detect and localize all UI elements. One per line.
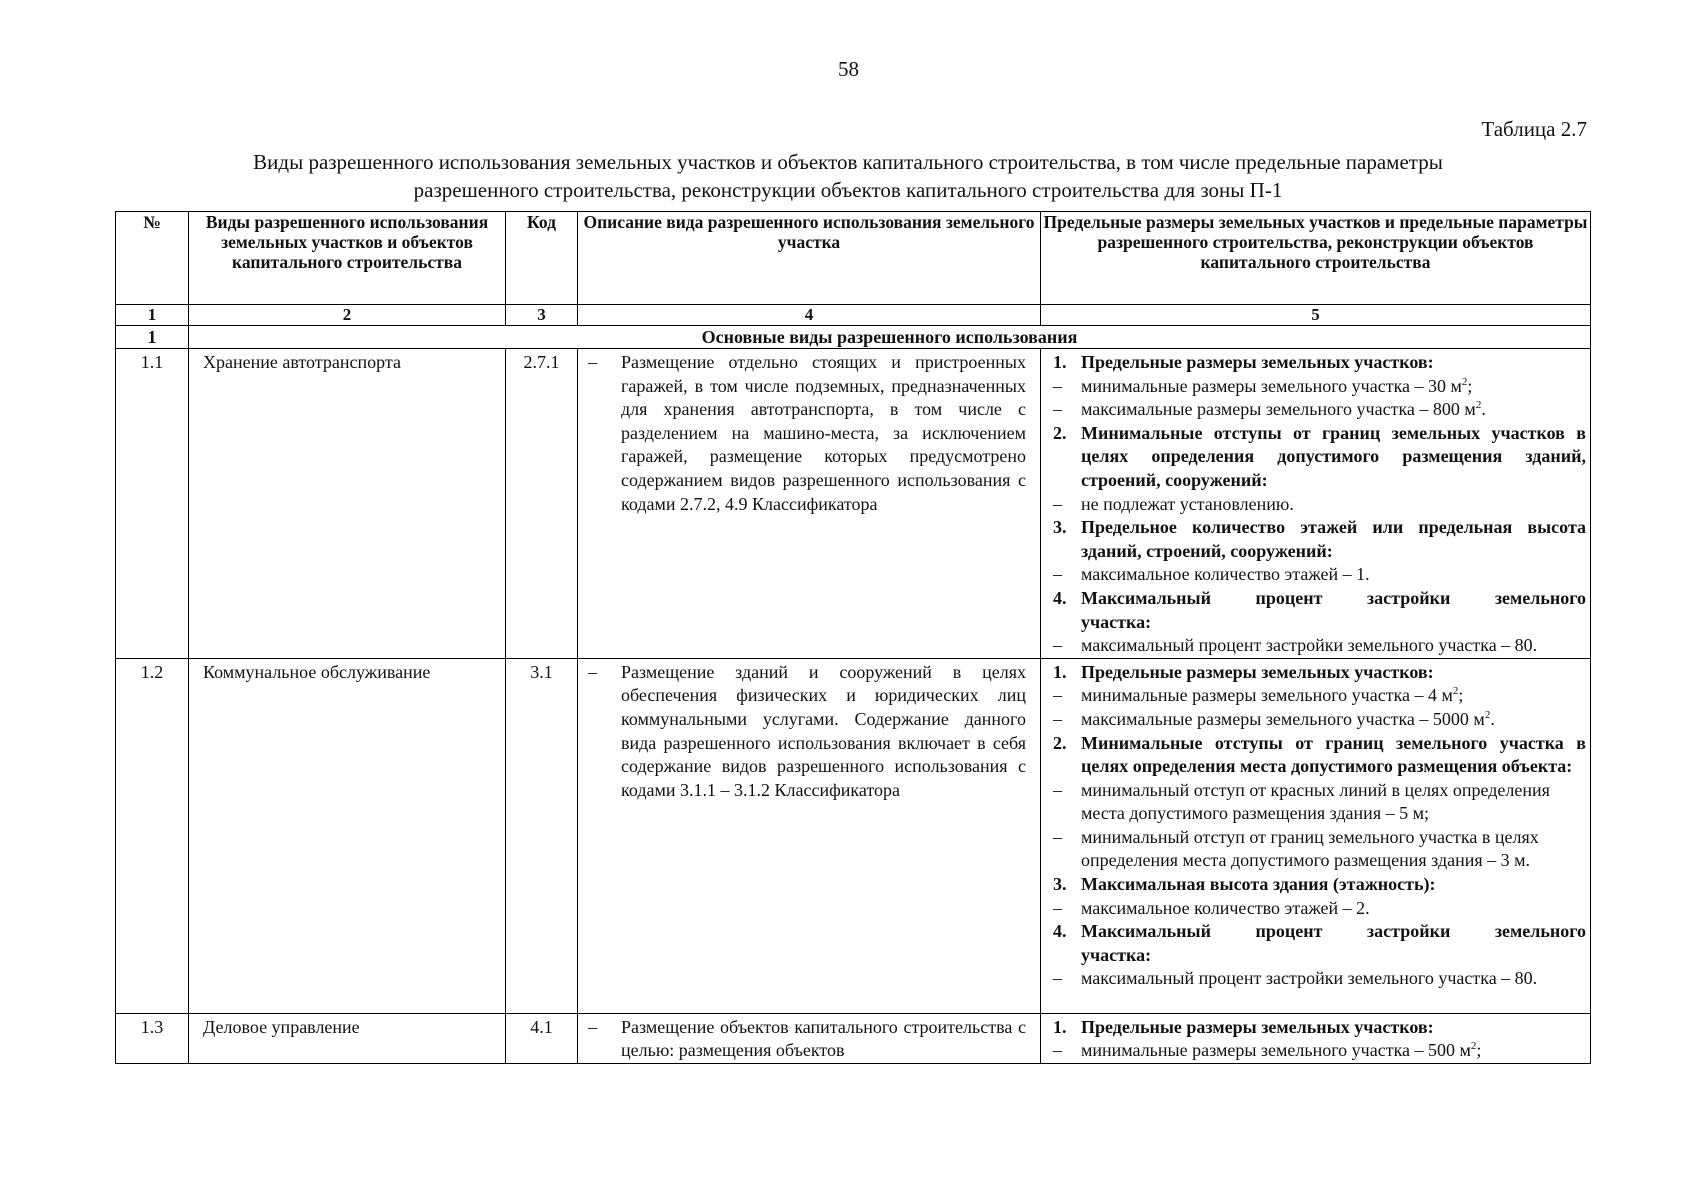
- parameter-heading: [1053, 661, 1586, 685]
- column-index: 1: [116, 305, 189, 326]
- column-index: 5: [1041, 305, 1591, 326]
- parameter-heading: [1053, 944, 1586, 968]
- parameter-marker: 1.: [1053, 352, 1067, 372]
- zone-table: [115, 211, 1591, 1064]
- parameter-marker: –: [1053, 685, 1062, 706]
- parameter-item: [1053, 826, 1586, 873]
- parameter-item: [1053, 708, 1586, 732]
- table-row: [116, 1013, 1591, 1063]
- parameter-marker: 1.: [1053, 661, 1067, 682]
- parameter-heading: [1053, 516, 1586, 563]
- section-title: Основные виды разрешенного использования: [189, 326, 1591, 349]
- section-row: [116, 326, 1591, 349]
- parameter-text: максимальное количество этажей – 1.: [1081, 564, 1370, 585]
- parameter-marker: 4.: [1053, 921, 1067, 942]
- column-index: 4: [578, 305, 1041, 326]
- parameter-marker: –: [1053, 826, 1062, 847]
- parameter-text: Максимальная высота здания (этажность):: [1081, 874, 1436, 895]
- table-row: [116, 349, 1591, 659]
- header-desc: Описание вида разрешенного использования земельного участка: [578, 212, 1041, 305]
- description-item: [588, 1016, 1026, 1063]
- parameter-item: [1053, 779, 1586, 826]
- parameter-marker: [1053, 944, 1081, 968]
- dash-marker: –: [588, 352, 597, 372]
- parameter-text: максимальные размеры земельного участка – 5000 $м^2$.: [1081, 708, 1495, 729]
- superscript: 2: [1484, 708, 1491, 721]
- title-line-2: разрешенного строительства, реконструкции объектов капитального строительства для зоны П-1: [413, 178, 1283, 202]
- parameter-marker: –: [1053, 635, 1062, 656]
- parameter-text: Минимальные отступы от границ земельных участков в целях определения допустимого размещения зданий, строений, сооружений:: [1081, 422, 1586, 490]
- column-index: 2: [189, 305, 506, 326]
- parameter-text: максимальные размеры земельного участка – 800 $м^2$.: [1081, 399, 1486, 420]
- parameter-text: Предельное количество этажей или предельная высота зданий, строений, сооружений:: [1081, 517, 1586, 561]
- parameter-item: [1053, 684, 1586, 708]
- dash-marker: –: [588, 1016, 597, 1037]
- title-line-1: Виды разрешенного использования земельных участков и объектов капитального строительства, в том числе предельные параметры: [253, 150, 1443, 174]
- description-item: [588, 661, 1026, 803]
- parameter-text: Предельные размеры земельных участков:: [1081, 1016, 1434, 1037]
- parameter-text: Предельные размеры земельных участков:: [1081, 352, 1434, 372]
- parameter-marker: –: [1053, 708, 1062, 729]
- description-text: Размещение зданий и сооружений в целях обеспечения физических и юридических лиц коммунальными услугами. Содержание данного вида разрешенного использования включает в себя содержание видов разрешенного использования с кодами 3.1.1 – 3.1.2 Классификатора: [621, 661, 1026, 800]
- parameter-text: максимальный процент застройки земельного участка – 80.: [1081, 968, 1538, 989]
- parameter-item: [1053, 897, 1586, 921]
- parameter-heading: [1053, 873, 1586, 897]
- parameter-marker: 2.: [1053, 422, 1067, 443]
- row-parameters: [1041, 349, 1591, 659]
- row-num: 1.2: [116, 658, 189, 1013]
- section-num: 1: [116, 326, 189, 349]
- table-title: [130, 148, 1566, 204]
- parameter-marker: –: [1053, 399, 1062, 420]
- parameter-marker: 2.: [1053, 732, 1067, 753]
- header-row: [116, 212, 1591, 305]
- parameter-text: участка:: [1081, 611, 1152, 632]
- parameter-text: Предельные размеры земельных участков:: [1081, 661, 1434, 682]
- description-text: Размещение объектов капитального строительства с целью: размещения объектов: [621, 1016, 1026, 1061]
- parameter-marker: –: [1053, 493, 1062, 514]
- parameter-text: Максимальный процент застройки земельного: [1081, 587, 1586, 608]
- header-code: Код: [506, 212, 578, 305]
- header-params: Предельные размеры земельных участков и предельные параметры разрешенного строительства, реконструкции объектов капитального строительства: [1041, 212, 1591, 305]
- parameter-item: [1053, 398, 1586, 422]
- superscript: 2: [1470, 1040, 1477, 1053]
- parameter-text: не подлежат установлению.: [1081, 493, 1294, 514]
- parameter-heading: [1053, 587, 1586, 611]
- parameter-text: максимальный процент застройки земельного участка – 80.: [1081, 635, 1538, 656]
- parameter-text: Минимальные отступы от границ земельного участка в целях определения места допустимого размещения объекта:: [1081, 732, 1586, 777]
- parameter-item: [1053, 563, 1586, 587]
- parameter-text: минимальный отступ от границ земельного участка в целях определения места допустимого размещения здания – 3 м.: [1081, 826, 1539, 871]
- parameter-item: [1053, 375, 1586, 399]
- superscript: 2: [1452, 685, 1459, 698]
- parameter-heading: [1053, 351, 1586, 375]
- parameter-text: минимальные размеры земельного участка – 4 $м^2$;: [1081, 685, 1464, 706]
- dash-marker: –: [588, 661, 597, 682]
- parameter-text: Максимальный процент застройки земельного: [1081, 921, 1586, 942]
- parameter-text: максимальное количество этажей – 2.: [1081, 897, 1370, 918]
- superscript: 2: [1475, 399, 1482, 412]
- parameter-text: минимальные размеры земельного участка – 500 $м^2$;: [1081, 1040, 1482, 1061]
- column-index-row: [116, 305, 1591, 326]
- row-description: [578, 658, 1041, 1013]
- parameter-marker: –: [1053, 897, 1062, 918]
- parameter-heading: [1053, 422, 1586, 493]
- row-description: [578, 1013, 1041, 1063]
- parameter-text: участка:: [1081, 944, 1152, 965]
- row-code: 3.1: [506, 658, 578, 1013]
- parameter-marker: 3.: [1053, 517, 1067, 538]
- superscript: 2: [1461, 375, 1468, 388]
- description-text: Размещение отдельно стоящих и пристроенных гаражей, в том числе подземных, предназначенных для хранения автотранспорта, в том числе с разделением на машино-места, за исключением гаражей, размещение которых предусмотрено содержанием видов разрешенного использования с кодами 2.7.2, 4.9 Классификатора: [621, 352, 1026, 514]
- parameter-marker: 4.: [1053, 587, 1067, 608]
- parameter-marker: –: [1053, 375, 1062, 396]
- parameter-item: [1053, 967, 1586, 991]
- parameter-item: [1053, 634, 1586, 658]
- parameter-heading: [1053, 1016, 1586, 1040]
- row-code: 2.7.1: [506, 349, 578, 659]
- page-number: 58: [838, 57, 859, 81]
- parameter-marker: –: [1053, 564, 1062, 585]
- parameter-text: минимальные размеры земельного участка – 30 $м^2$;: [1081, 375, 1473, 396]
- parameter-text: минимальный отступ от красных линий в целях определения места допустимого размещения здания – 5 м;: [1081, 779, 1550, 824]
- row-description: [578, 349, 1041, 659]
- parameter-heading: [1053, 920, 1586, 944]
- row-num: 1.3: [116, 1013, 189, 1063]
- description-item: [588, 351, 1026, 516]
- table-row: [116, 658, 1591, 1013]
- column-index: 3: [506, 305, 578, 326]
- parameter-heading: [1053, 611, 1586, 635]
- row-num: 1.1: [116, 349, 189, 659]
- parameter-marker: –: [1053, 1040, 1062, 1061]
- parameter-marker: 3.: [1053, 874, 1067, 895]
- row-name: Деловое управление: [189, 1013, 506, 1063]
- parameter-marker: 1.: [1053, 1016, 1067, 1037]
- parameter-heading: [1053, 732, 1586, 779]
- row-parameters: [1041, 658, 1591, 1013]
- header-num: №: [116, 212, 189, 305]
- table-number: Таблица 2.7: [1481, 117, 1587, 141]
- parameter-marker: [1053, 611, 1081, 635]
- header-name: Виды разрешенного использования земельных участков и объектов капитального строительства: [189, 212, 506, 305]
- row-name: Хранение автотранспорта: [189, 349, 506, 659]
- row-code: 4.1: [506, 1013, 578, 1063]
- parameter-item: [1053, 1039, 1586, 1063]
- parameter-marker: –: [1053, 779, 1062, 800]
- row-parameters: [1041, 1013, 1591, 1063]
- row-name: Коммунальное обслуживание: [189, 658, 506, 1013]
- parameter-marker: –: [1053, 968, 1062, 989]
- parameter-item: [1053, 493, 1586, 517]
